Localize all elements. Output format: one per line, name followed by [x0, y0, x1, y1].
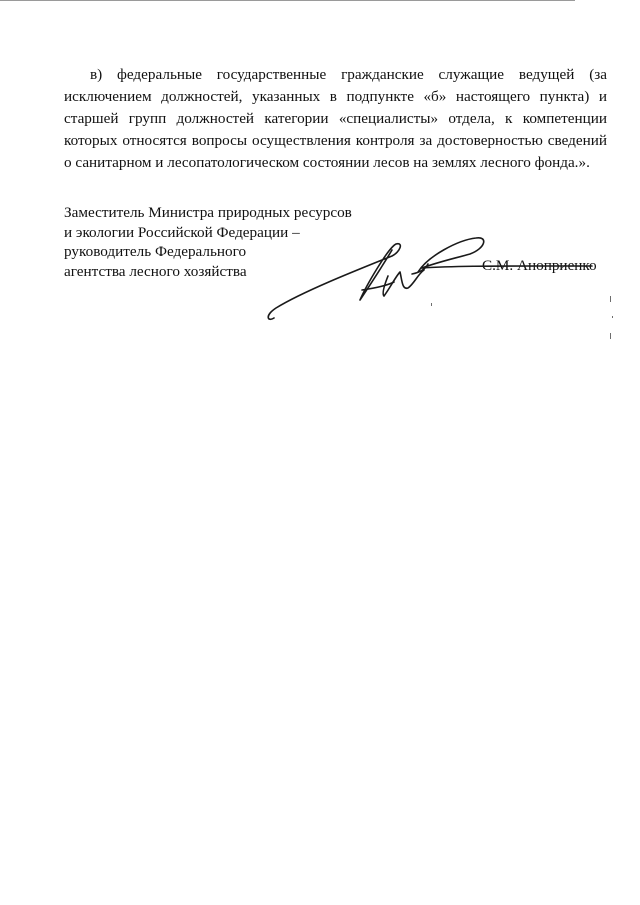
body-paragraph: в) федеральные государственные гражданские служащие ведущей (за исключением должностей, указанных в подпункте «б» настоящего пункта) и старшей групп должностей категории «специалисты» отдела, к компетенции которых относятся вопросы осуществления контроля за достоверностью сведений о санитарном и лесопатологическом состоянии лесов на землях лесного фонда.».: [64, 66, 607, 171]
position-line-1: Заместитель Министра природных ресурсов: [64, 204, 352, 221]
signatory-name: С.М. Аноприенко: [482, 257, 597, 274]
scan-speck: [431, 303, 432, 306]
scan-edge-line: [0, 0, 575, 1]
scan-speck: [612, 316, 613, 318]
handwritten-signature: [262, 228, 612, 328]
scan-speck: [610, 296, 611, 302]
position-line-3: руководитель Федерального: [64, 243, 247, 260]
position-line-2: и экологии Российской Федерации –: [64, 223, 300, 241]
scan-speck: [610, 333, 611, 339]
position-line-4: агентства лесного хозяйства: [64, 262, 247, 280]
